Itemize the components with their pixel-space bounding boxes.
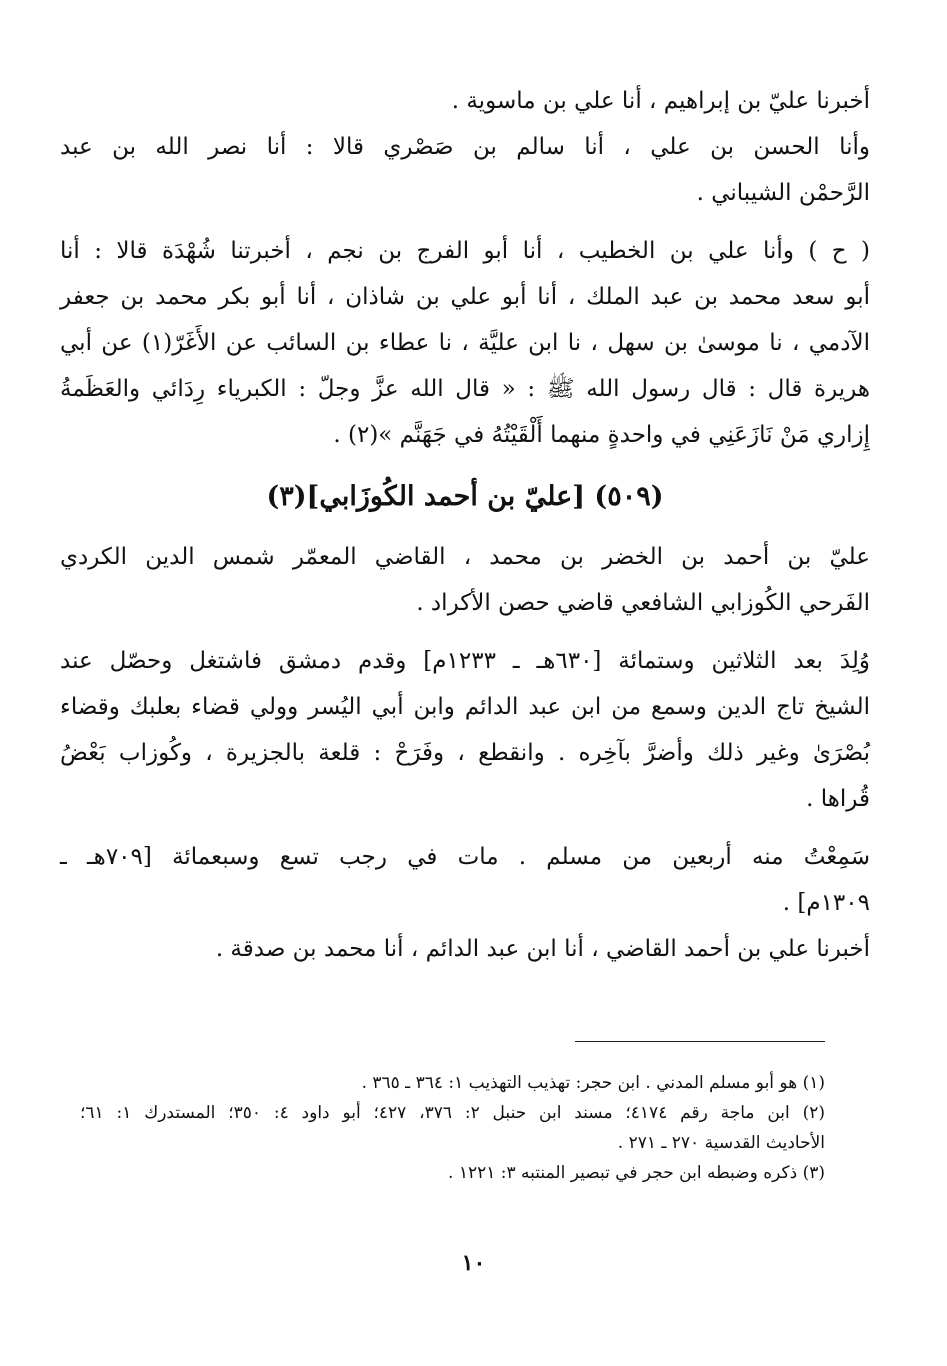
paragraph-isnad-1 (60, 78, 870, 216)
main-text (60, 78, 870, 972)
text-line: هريرة قال : قال رسول الله ﷺ : « قال الله عزَّ وجلّ : الكبرياء رِدَائي والعَظَمةُ (60, 376, 870, 402)
footnotes (80, 1068, 825, 1188)
text-line: قُراها . (806, 786, 870, 812)
text-line: سَمِعْتُ منه أربعين من مسلم . مات في رجب تسع وسبعمائة [٧٠٩هـ ـ (60, 844, 871, 870)
text-line: وُلِدَ بعد الثلاثين وستمائة [٦٣٠هـ ـ ١٢٣٣م] وقدم دمشق فاشتغل وحصّل عند (60, 648, 870, 674)
text-line: أخبرنا عليّ بن إبراهيم ، أنا علي بن ماسوية . (451, 88, 870, 114)
paragraph-biography (60, 534, 870, 626)
text-line: ( ح ) وأنا علي بن الخطيب ، أنا أبو الفرج بن نجم ، أخبرتنا شُهْدَة قالا : أنا (60, 238, 870, 264)
text-line: إِزاري مَنْ نَازَعَنِي في واحدةٍ منهما أَلْقَيْتُهُ في جَهَنَّم »(٢) . (333, 422, 870, 448)
page-number: ١٠ (461, 1250, 486, 1276)
text-line: أبو سعد محمد بن عبد الملك ، أنا أبو علي بن شاذان ، أنا أبو بكر محمد بن جعفر (60, 284, 870, 310)
footnote-divider (575, 1041, 825, 1042)
text-line: الآدمي ، نا موسىٰ بن سهل ، نا ابن عليَّة ، نا عطاء بن السائب عن الأَغَرّ(١) عن أبي (60, 330, 870, 356)
text-line: الرَّحمْن الشيباني . (696, 180, 870, 206)
text-line: الشيخ تاج الدين وسمع من ابن عبد الدائم وابن أبي اليُسر وولي قضاء بعلبك وقضاء (60, 694, 870, 720)
footnote-2-continuation: الأحاديث القدسية ٢٧٠ ـ ٢٧١ . (617, 1133, 825, 1153)
text-line: وأنا الحسن بن علي ، أنا سالم بن صَصْري قالا : أنا نصر الله بن عبد (60, 134, 870, 160)
text-line: عليّ بن أحمد بن الخضر بن محمد ، القاضي المعمّر شمس الدين الكردي (60, 544, 870, 570)
entry-heading: (٥٠٩) [عليّ بن أحمد الكُوزَابي](٣) (266, 481, 664, 512)
footnote-3: (٣) ذكره وضبطه ابن حجر في تبصير المنتبه ٣: ١٢٢١ . (448, 1163, 825, 1183)
text-line: أخبرنا علي بن أحمد القاضي ، أنا ابن عبد الدائم ، أنا محمد بن صدقة . (215, 936, 870, 962)
text-line: ١٣٠٩م] . (782, 890, 870, 916)
paragraph-birth (60, 638, 870, 822)
text-line: بُصْرَىٰ وغير ذلك وأضرَّ بآخِره . وانقطع ، وفَرَحْ : قلعة بالجزيرة ، وكُوزاب بَعْضُ (60, 740, 870, 766)
paragraph-death (60, 834, 870, 972)
text-line: الفَرحي الكُوزابي الشافعي قاضي حصن الأكراد . (416, 590, 870, 616)
footnote-1: (١) هو أبو مسلم المدني . ابن حجر: تهذيب التهذيب ١: ٣٦٤ ـ ٣٦٥ . (361, 1073, 825, 1093)
footnote-2: (٢) ابن ماجة رقم ٤١٧٤؛ مسند ابن حنبل ٢: ٣٧٦، ٤٢٧؛ أبو داود ٤: ٣٥٠؛ المستدرك ١: ٦١؛ (80, 1103, 825, 1123)
paragraph-isnad-2 (60, 228, 870, 458)
